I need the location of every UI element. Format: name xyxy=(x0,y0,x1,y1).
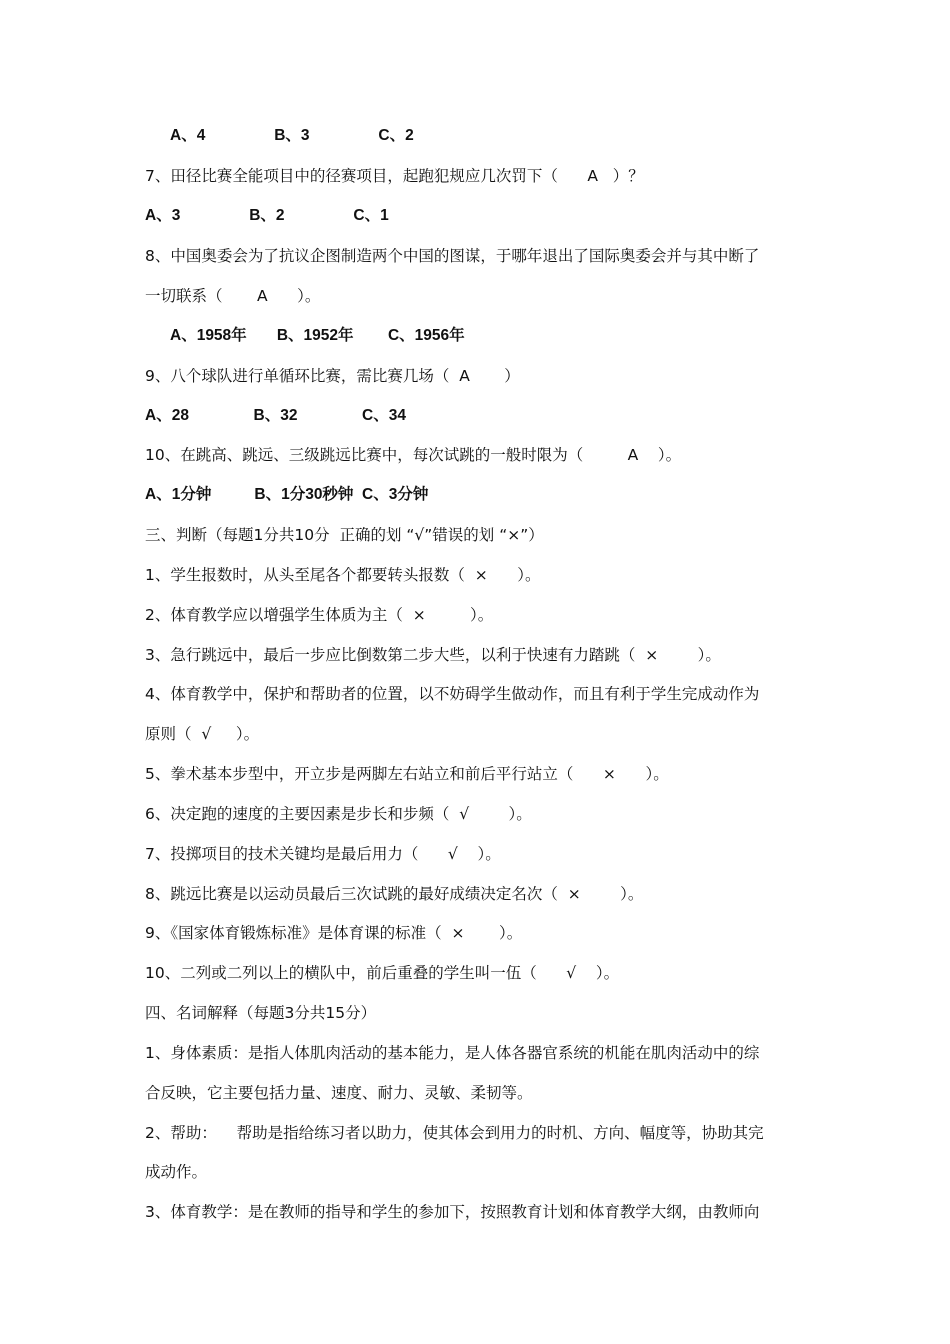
judge-4: 4、体育教学中，保护和帮助者的位置，以不妨碍学生做动作，而且有利于学生完成动作为 xyxy=(145,685,760,703)
judge-9: 9、《国家体育锻炼标准》是体育课的标准（ × ）。 xyxy=(145,924,523,942)
judge-2: 2、体育教学应以增强学生体质为主（ × ）。 xyxy=(145,606,494,624)
judge-4-cont: 原则（ √ ）。 xyxy=(145,725,260,743)
question-9: 9、八个球队进行单循环比赛，需比赛几场（ A ） xyxy=(145,367,520,385)
judge-6: 6、决定跑的速度的主要因素是步长和步频（ √ ）。 xyxy=(145,805,532,823)
term-3: 3、体育教学：是在教师的指导和学生的参加下，按照教育计划和体育教学大纲，由教师向 xyxy=(145,1203,760,1221)
judge-5: 5、拳术基本步型中，开立步是两脚左右站立和前后平行站立（ × ）。 xyxy=(145,765,669,783)
options-line: A、4 B、3 C、2 xyxy=(170,127,414,144)
section-heading: 四、名词解释（每题3分共15分） xyxy=(145,1004,377,1022)
judge-10: 10、二列或二列以上的横队中，前后重叠的学生叫一伍（ √ ）。 xyxy=(145,964,620,982)
options-line: A、1958年 B、1952年 C、1956年 xyxy=(170,327,465,344)
term-1-cont: 合反映，它主要包括力量、速度、耐力、灵敏、柔韧等。 xyxy=(145,1084,533,1102)
options-line: A、3 B、2 C、1 xyxy=(145,207,389,224)
judge-3: 3、急行跳远中，最后一步应比倒数第二步大些，以利于快速有力踏跳（ × ）。 xyxy=(145,646,721,664)
question-10: 10、在跳高、跳远、三级跳远比赛中，每次试跳的一般时限为（ A ）。 xyxy=(145,446,682,464)
question-8: 8、中国奥委会为了抗议企图制造两个中国的图谋，于哪年退出了国际奥委会并与其中断了 xyxy=(145,247,760,265)
question-8-cont: 一切联系（ A ）。 xyxy=(145,287,321,305)
judge-8: 8、跳远比赛是以运动员最后三次试跳的最好成绩决定名次（ × ）。 xyxy=(145,885,644,903)
section-heading: 三、判断（每题1分共10分 正确的划 “√”错误的划 “×”） xyxy=(145,526,544,544)
judge-1: 1、学生报数时，从头至尾各个都要转头报数（ × ）。 xyxy=(145,566,541,584)
options-line: A、1分钟 B、1分30秒钟 C、3分钟 xyxy=(145,486,429,503)
term-1: 1、身体素质：是指人体肌肉活动的基本能力，是人体各器官系统的机能在肌肉活动中的综 xyxy=(145,1044,760,1062)
judge-7: 7、投掷项目的技术关键均是最后用力（ √ ）。 xyxy=(145,845,501,863)
term-2-cont: 成动作。 xyxy=(145,1163,208,1181)
options-line: A、28 B、32 C、34 xyxy=(145,407,406,424)
term-2: 2、帮助： 帮助是指给练习者以助力，使其体会到用力的时机、方向、幅度等，协助其完 xyxy=(145,1124,764,1142)
question-7: 7、田径比赛全能项目中的径赛项目，起跑犯规应几次罚下（ A ）？ xyxy=(145,167,644,185)
